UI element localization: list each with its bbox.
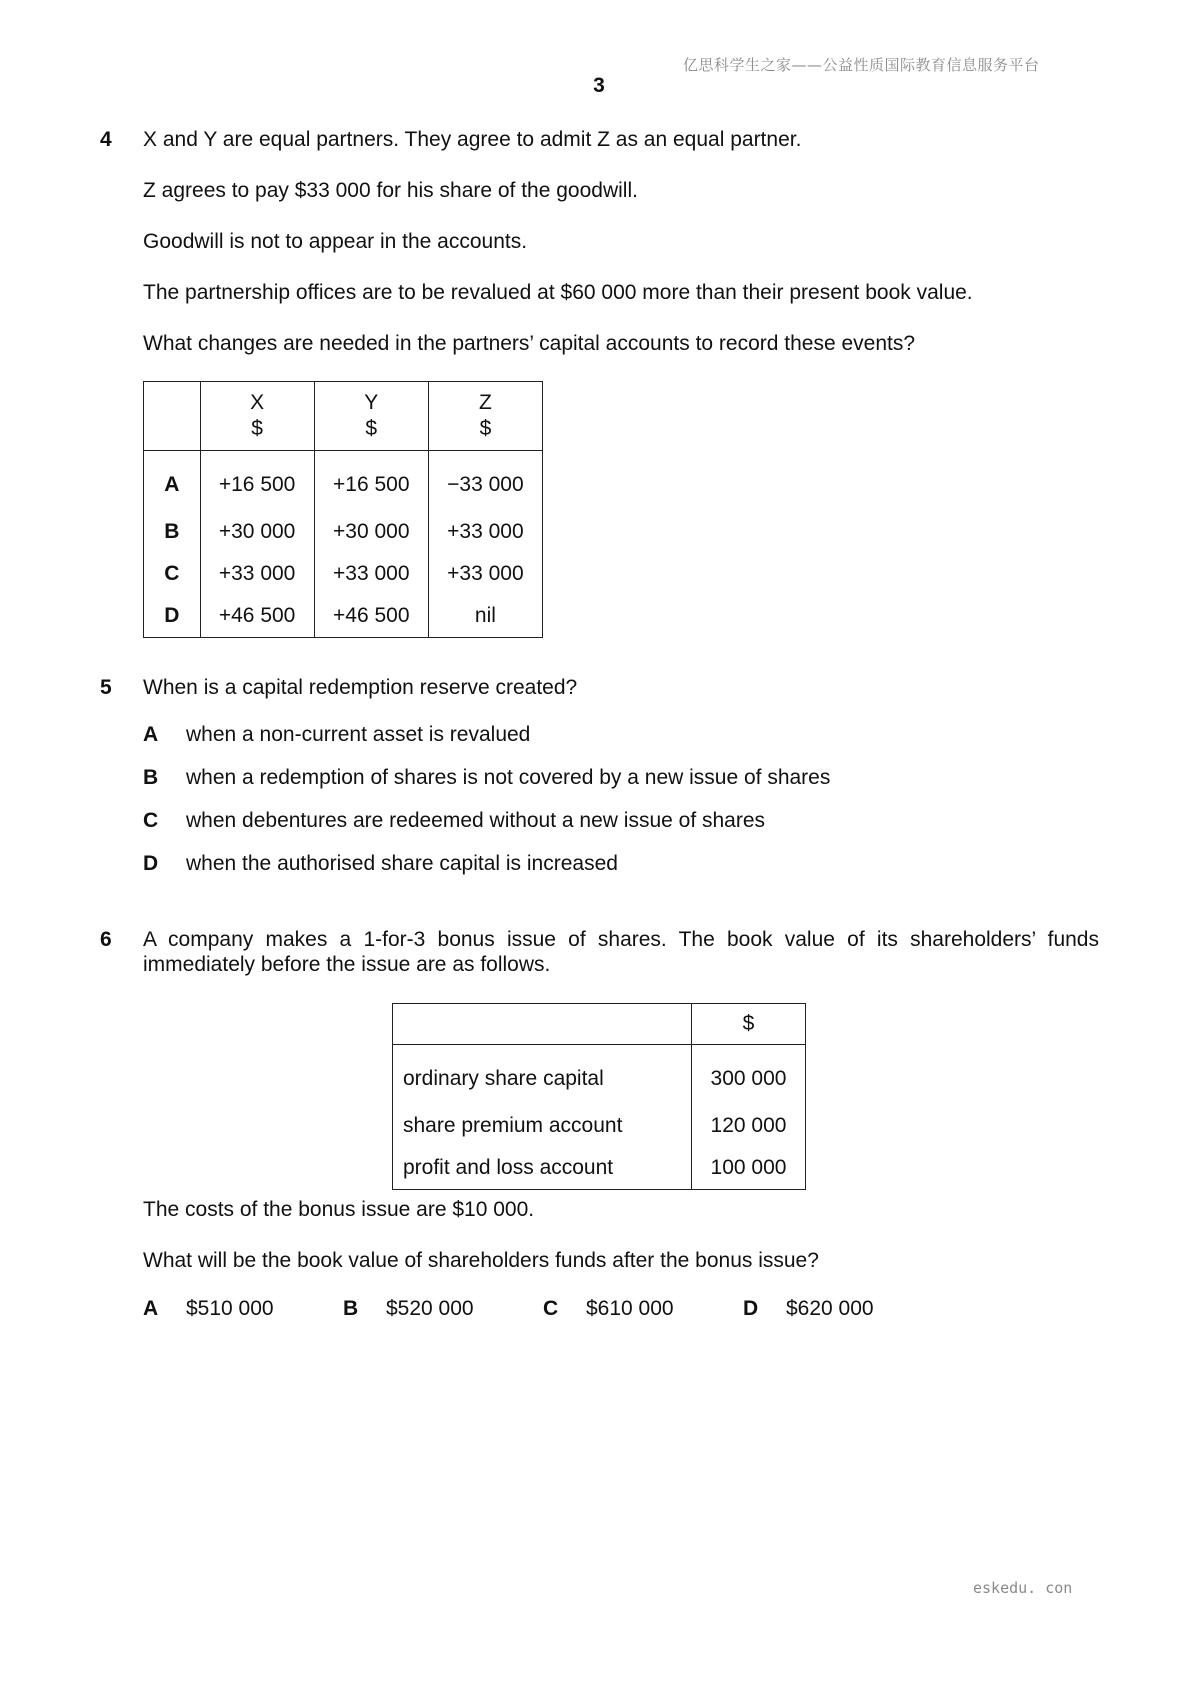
cell-z: nil [428, 595, 542, 638]
column-header-name: Z [479, 391, 492, 414]
cell-x: +16 500 [200, 451, 314, 512]
row-key: D [144, 595, 201, 638]
row-label: ordinary share capital [393, 1045, 692, 1106]
cell-y: +46 500 [314, 595, 428, 638]
question-6-question: What will be the book value of shareholders funds after the bonus issue? [143, 1249, 819, 1272]
cell-x: +46 500 [200, 595, 314, 638]
question-4-line-4: The partnership offices are to be revalued at $60 000 more than their present book value. [143, 281, 973, 304]
question-6-costs: The costs of the bonus issue are $10 000. [143, 1198, 535, 1221]
table-row [393, 1147, 806, 1190]
table-header-row [144, 382, 543, 451]
option-text: $510 000 [186, 1297, 274, 1320]
header-watermark: 亿思科学生之家——公益性质国际教育信息服务平台 [683, 56, 1040, 74]
table-row [393, 1045, 806, 1106]
table-corner-cell [144, 382, 201, 451]
question-6-line-1: A company makes a 1-for-3 bonus issue of shares. The book value of its shareholders’ funds [143, 928, 1099, 951]
table-row [393, 1105, 806, 1147]
question-4-question: What changes are needed in the partners’ capital accounts to record these events? [143, 332, 916, 355]
row-key: C [144, 553, 201, 595]
row-label: profit and loss account [393, 1147, 692, 1190]
option-key: B [343, 1297, 359, 1320]
option-text: when a non-current asset is revalued [186, 723, 531, 746]
table-row [144, 451, 543, 512]
question-6-line-2: immediately before the issue are as follows. [143, 953, 551, 976]
row-value: 120 000 [692, 1105, 806, 1147]
option-key: C [543, 1297, 559, 1320]
question-5-text: When is a capital redemption reserve created? [143, 676, 578, 699]
cell-z: +33 000 [428, 511, 542, 553]
row-label: share premium account [393, 1105, 692, 1147]
row-key: B [144, 511, 201, 553]
option-text: $620 000 [786, 1297, 874, 1320]
question-4-line-2: Z agrees to pay $33 000 for his share of the goodwill. [143, 179, 638, 202]
option-key: A [143, 1297, 159, 1320]
shareholders-funds-table [392, 1003, 806, 1190]
question-4-number: 4 [100, 128, 112, 151]
option-text: when debentures are redeemed without a new issue of shares [186, 809, 766, 832]
column-header-unit: $ [251, 417, 263, 440]
option-key: D [143, 852, 159, 875]
column-header-x [200, 382, 314, 451]
option-key: D [743, 1297, 759, 1320]
row-value: 100 000 [692, 1147, 806, 1190]
option-key: B [143, 766, 159, 789]
cell-y: +16 500 [314, 451, 428, 512]
question-6-number: 6 [100, 928, 112, 951]
column-header-name: Y [364, 391, 379, 414]
page-number: 3 [593, 74, 605, 97]
table-row [144, 553, 543, 595]
column-header-unit: $ [365, 417, 378, 440]
row-key: A [144, 451, 201, 512]
table-unit-header: $ [692, 1004, 806, 1045]
table-row [144, 511, 543, 553]
cell-y: +30 000 [314, 511, 428, 553]
column-header-unit: $ [479, 417, 492, 440]
cell-x: +33 000 [200, 553, 314, 595]
option-text: $610 000 [586, 1297, 674, 1320]
option-text: $520 000 [386, 1297, 474, 1320]
option-text: when the authorised share capital is increased [186, 852, 618, 875]
table-header-row [393, 1004, 806, 1045]
cell-y: +33 000 [314, 553, 428, 595]
question-4-line-1: X and Y are equal partners. They agree to admit Z as an equal partner. [143, 128, 802, 151]
row-value: 300 000 [692, 1045, 806, 1106]
column-header-z [428, 382, 542, 451]
table-label-header [393, 1004, 692, 1045]
cell-z: +33 000 [428, 553, 542, 595]
option-text: when a redemption of shares is not covered by a new issue of shares [186, 766, 831, 789]
column-header-y [314, 382, 428, 451]
question-4-line-3: Goodwill is not to appear in the accounts. [143, 230, 528, 253]
cell-z: −33 000 [428, 451, 542, 512]
option-key: A [143, 723, 159, 746]
table-row [144, 595, 543, 638]
column-header-name: X [250, 391, 265, 414]
cell-x: +30 000 [200, 511, 314, 553]
question-4-answer-table [143, 381, 543, 638]
option-key: C [143, 809, 159, 832]
question-5-number: 5 [100, 676, 112, 699]
footer-watermark: eskedu. con [973, 1579, 1073, 1597]
